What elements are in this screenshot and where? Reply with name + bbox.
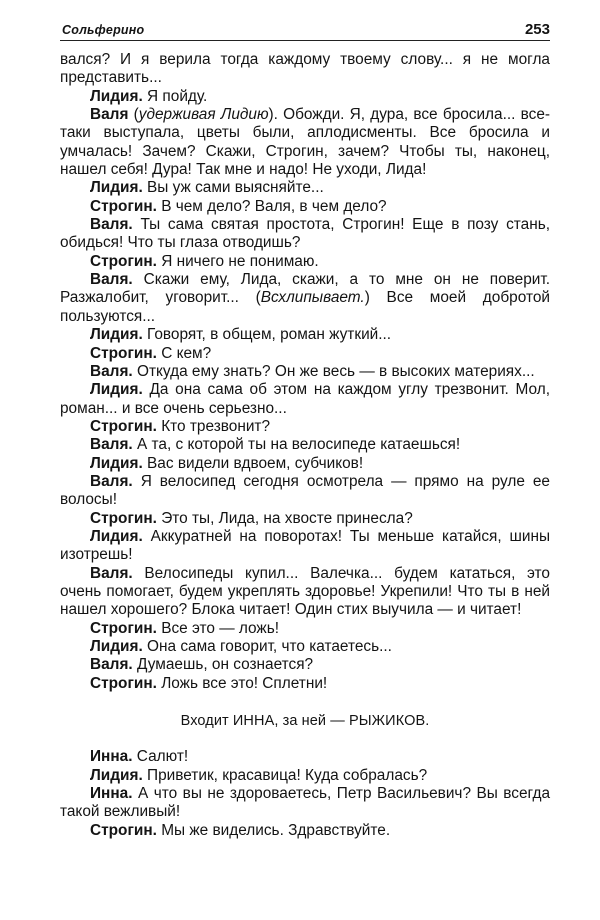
line-text: Аккуратней на поворотах! Ты меньше катайся, шины изотрешь! [60, 527, 551, 564]
line-text: ). Обожди. Я, дура, все бросила... все-таки выступала, цветы были, аплодисменты. Все бросила и умчалась! Зачем? Скажи, Строгин, зачем? Чтобы ты, наконец, нашел себя! Дура! Так мне и надо! Не уходи, Лида! [60, 106, 551, 179]
line-text: Она сама говорит, что катаетесь... [147, 638, 392, 655]
speaker: Валя. [90, 472, 133, 490]
dialogue-line [60, 436, 550, 454]
speaker: Строгин. [90, 344, 157, 362]
speaker: Валя. [90, 271, 133, 289]
dialogue-line [60, 271, 550, 326]
dialogue-line [60, 675, 550, 693]
speaker: Валя. [90, 656, 133, 674]
speaker: Инна. [90, 748, 133, 766]
speaker: Строгин. [90, 821, 157, 839]
running-head [60, 18, 550, 41]
dialogue-line [60, 326, 550, 344]
speaker: Строгин. [90, 619, 157, 637]
dialogue-line [60, 179, 550, 197]
speaker: Валя [90, 106, 129, 124]
continuation-paragraph: вался? И я верила тогда каждому твоему слову... я не могла представить... [60, 51, 550, 87]
dialogue-line [60, 345, 550, 363]
dialogue-line [60, 656, 550, 674]
line-text: Я пойду. [147, 87, 208, 105]
play-text [60, 51, 550, 840]
speaker: Лидия. [90, 179, 143, 197]
line-text: Ложь все это! Сплетни! [161, 674, 328, 692]
line-post: ) Все моей добротой пользуются... [60, 289, 550, 325]
dialogue-line [60, 363, 550, 381]
dialogue-line [60, 767, 550, 785]
line-text: Велосипеды купил... Валечка... будем кататься, это очень помогает, будем укреплять здоровье! Укрепили! Что ты в ней нашел хорошего? Блока читает! Один стих выучила — и читает! [60, 564, 550, 619]
dialogue-line [60, 565, 550, 620]
speaker: Строгин. [90, 252, 157, 270]
dialogue-line [60, 106, 550, 179]
dialogue-line [60, 216, 550, 253]
speaker: Строгин. [90, 197, 157, 215]
line-text: Говорят, в общем, роман жуткий... [147, 326, 392, 344]
line-text: Приветик, красавица! Куда собралась? [147, 766, 428, 784]
dialogue-line [60, 620, 550, 638]
dialogue-line [60, 510, 550, 528]
line-text: Мы же виделись. Здравствуйте. [161, 821, 391, 839]
line-text: Вас видели вдвоем, субчиков! [147, 454, 364, 472]
page-number: 253 [524, 21, 550, 38]
stage-direction-inline: удерживая Лидию [138, 106, 269, 124]
line-text: С кем? [161, 344, 212, 362]
dialogue-line [60, 528, 550, 565]
dialogue-line [60, 638, 550, 656]
line-text: Салют! [136, 748, 189, 766]
line-text: Кто трезвонит? [161, 417, 271, 435]
stage-direction-inline: Всхлипывает. [260, 289, 365, 307]
speaker: Строгин. [90, 417, 157, 435]
line-text: Все это — ложь! [161, 619, 280, 637]
dialogue-line [60, 253, 550, 271]
speaker: Инна. [90, 785, 133, 803]
line-text: Я ничего не понимаю. [161, 252, 319, 270]
speaker: Лидия. [90, 454, 143, 472]
line-text: Вы уж сами выясняйте... [147, 179, 324, 197]
speaker: Валя. [90, 362, 133, 380]
dialogue-line [60, 418, 550, 436]
dialogue-line [60, 785, 550, 822]
speaker: Лидия. [90, 638, 143, 655]
line-pre: ( [133, 106, 139, 124]
speaker: Строгин. [90, 509, 157, 527]
dialogue-line [60, 748, 550, 766]
dialogue-line [60, 198, 550, 216]
line-text: Да она сама об этом на каждом углу трезвонит. Мол, роман... и все очень серьезно... [60, 381, 550, 417]
line-text: В чем дело? Валя, в чем дело? [161, 197, 387, 215]
speaker: Строгин. [90, 674, 157, 692]
speaker: Валя. [90, 436, 133, 454]
speaker: Лидия. [90, 381, 143, 399]
line-text: Думаешь, он сознается? [137, 656, 314, 674]
dialogue-line [60, 473, 550, 510]
line-text: А что вы не здороваетесь, Петр Васильевич? Вы всегда такой вежливый! [60, 785, 550, 821]
speaker: Валя. [90, 564, 133, 582]
speaker: Валя. [90, 216, 133, 234]
line-text: Откуда ему знать? Он же весь — в высоких материях... [137, 362, 535, 380]
line-text: А та, с которой ты на велосипеде катаешься! [137, 436, 461, 454]
speaker: Лидия. [90, 766, 143, 784]
running-title: Сольферино [62, 23, 145, 37]
line-text: Ты сама святая простота, Строгин! Еще в позу стань, обидься! Что ты глаза отводишь? [60, 216, 551, 252]
line-text: Я велосипед сегодня осмотрела — прямо на руле ее волосы! [60, 472, 550, 509]
speaker: Лидия. [90, 527, 143, 545]
dialogue-line [60, 822, 550, 840]
book-page [60, 18, 550, 840]
speaker: Лидия. [90, 326, 143, 344]
line-text: Это ты, Лида, на хвосте принесла? [161, 509, 413, 527]
line-text: Скажи ему, Лида, скажи, а то мне он не поверит. Разжалобит, уговорит... ( [60, 271, 550, 307]
dialogue-line [60, 381, 550, 418]
stage-direction: Входит ИННА, за ней — РЫЖИКОВ. [180, 713, 430, 730]
dialogue-line [60, 455, 550, 473]
speaker: Лидия. [90, 87, 143, 105]
dialogue-line [60, 88, 550, 106]
